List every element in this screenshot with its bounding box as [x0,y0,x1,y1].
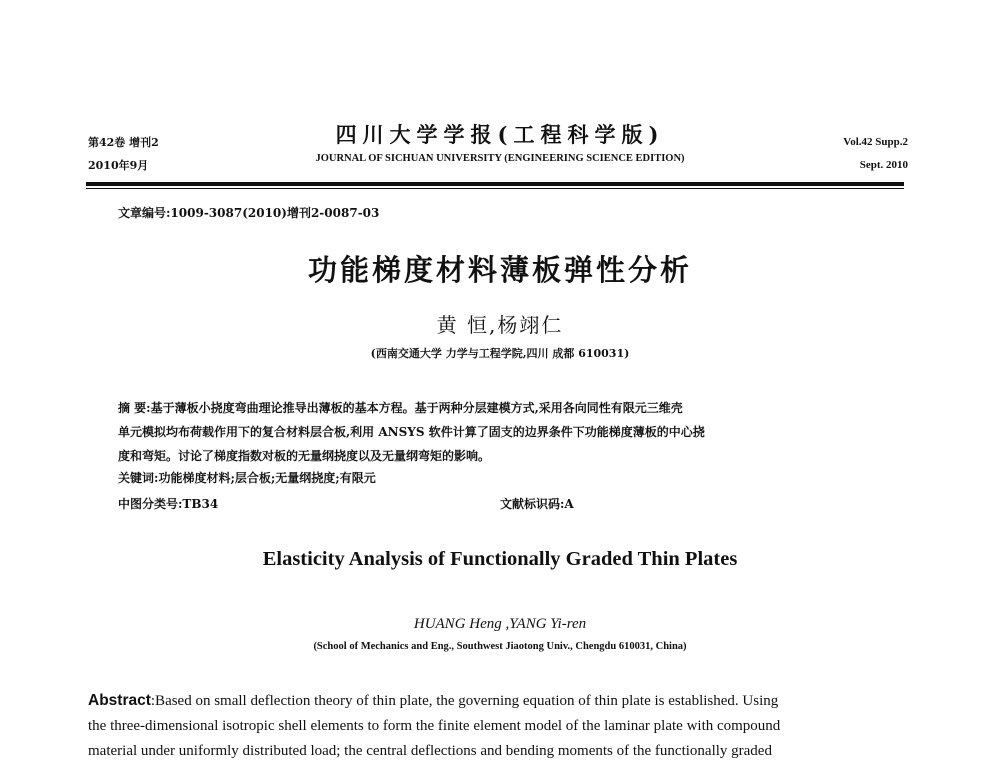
authors-cn: 黄 恒,杨翊仁 [436,313,564,337]
abstract-cn-line-2: 单元模拟均布荷载作用下的复合材料层合板,利用 ANSYS 软件计算了固支的边界条件下功能梯度薄板的中心挠 [118,425,705,439]
abstract-cn-text-1: 基于薄板小挠度弯曲理论推导出薄板的基本方程。基于两种分层建模方式,采用各向同性有限元三维壳 [150,401,683,415]
header-rule-thick [86,182,904,186]
header-rule-thin [86,188,904,189]
volume-en: Vol.42 Supp.2 [843,136,908,148]
abstract-en-text-1: :Based on small deflection theory of thin plate, the governing equation of thin plate is established. Using [150,693,779,709]
header-center [250,120,750,168]
keywords-cn-label: 关键词: [118,471,159,485]
keywords-cn-text: 功能梯度材料;层合板;无量纲挠度;有限元 [158,471,376,485]
keywords-cn [118,469,376,486]
date-en: Sept. 2010 [859,159,908,171]
paper-title-en: Elasticity Analysis of Functionally Graded Thin Plates [262,548,738,570]
header-right [843,131,908,177]
abstract-en-line-1 [88,688,910,714]
header-left [88,131,159,177]
document-code: 文献标识码:A [500,497,574,511]
abstract-en-line-3: material under uniformly distributed load; the central deflections and bending moments of the functionally graded [88,743,772,759]
abstract-cn-line-3: 度和弯矩。讨论了梯度指数对板的无量纲挠度以及无量纲弯矩的影响。 [118,449,491,463]
article-number: 文章编号:1009-3087(2010)增刊2-0087-03 [118,206,380,220]
abstract-en-label: Abstract [88,692,151,709]
abstract-en-line-2: the three-dimensional isotropic shell elements to form the finite element model of the laminar plate with compound [88,718,781,734]
clc-number: 中图分类号:TB34 [118,497,219,511]
abstract-cn [118,396,888,468]
date-cn: 2010年9月 [88,159,149,172]
authors-en: HUANG Heng ,YANG Yi-ren [413,616,587,632]
journal-title-en: JOURNAL OF SICHUAN UNIVERSITY (ENGINEERING SCIENCE EDITION) [315,153,685,164]
affiliation-cn: (西南交通大学 力学与工程学院,四川 成都 610031) [370,347,630,360]
abstract-en [88,688,910,764]
affiliation-en: (School of Mechanics and Eng., Southwest Jiaotong Univ., Chengdu 610031, China) [313,641,687,652]
paper-title-cn: 功能梯度材料薄板弹性分析 [307,253,692,287]
volume-cn: 第42卷 增刊2 [88,136,159,149]
abstract-cn-label: 摘 要: [118,401,151,415]
abstract-cn-line-1 [118,396,888,420]
journal-title-cn: 四川大学学报(工程科学版) [335,122,665,147]
